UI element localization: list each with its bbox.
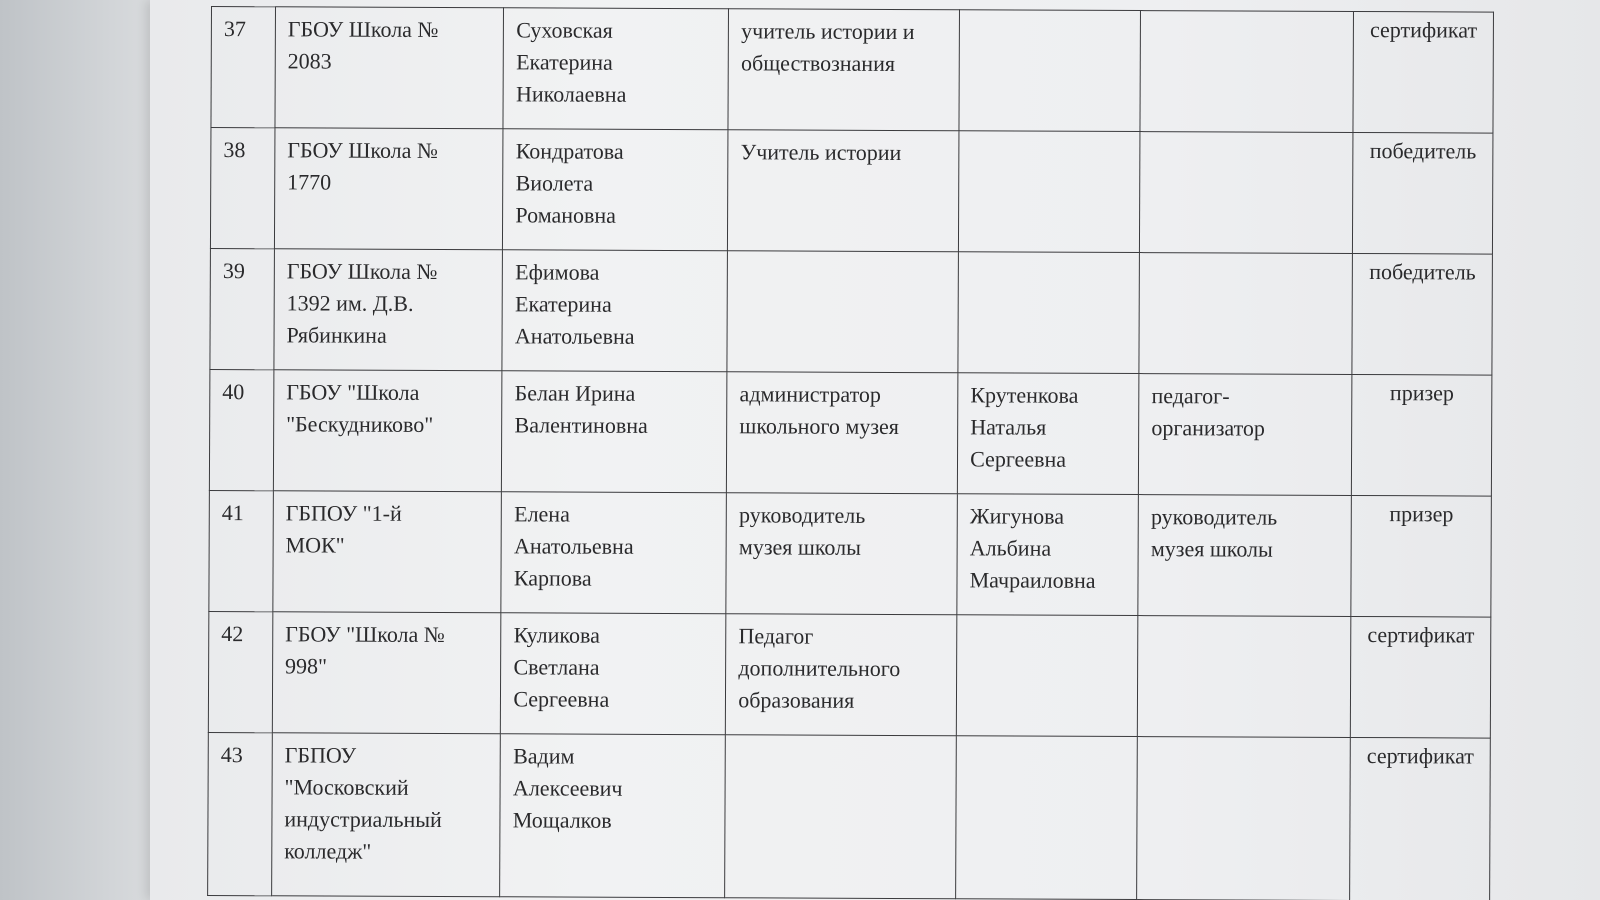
mentor-cell	[958, 252, 1140, 374]
result-cell: победитель	[1353, 132, 1493, 254]
organization-cell: ГБПОУ "Московский индустриальный колледж"	[272, 733, 501, 897]
table-row	[208, 732, 1491, 900]
mentor-position-cell	[1139, 253, 1353, 375]
participant-cell: Суховская Екатерина Николаевна	[503, 8, 728, 130]
table-row	[209, 490, 1492, 617]
table-row	[210, 128, 1493, 255]
position-cell	[725, 735, 957, 899]
mentor-position-cell	[1140, 11, 1354, 133]
result-cell: сертификат	[1351, 616, 1491, 738]
participant-cell: Ефимова Екатерина Анатольевна	[502, 250, 727, 372]
position-cell: администратор школьного музея	[727, 372, 958, 494]
organization-cell: ГБОУ "Школа "Бескудниково"	[273, 370, 502, 492]
table-row	[210, 248, 1493, 375]
table-row	[208, 611, 1491, 738]
mentor-position-cell	[1137, 737, 1351, 900]
organization-cell: ГБПОУ "1-й МОК"	[273, 491, 502, 613]
row-number: 43	[208, 732, 273, 895]
mentor-cell	[956, 615, 1138, 737]
position-cell: руководитель музея школы	[726, 493, 957, 615]
result-cell: призер	[1351, 495, 1491, 617]
table-row	[211, 7, 1494, 134]
participant-cell: Кондратова Виолета Романовна	[503, 129, 728, 251]
desk-background	[0, 0, 160, 900]
result-cell: сертификат	[1353, 11, 1493, 133]
mentor-cell	[959, 10, 1141, 132]
organization-cell: ГБОУ Школа № 2083	[275, 7, 504, 129]
row-number: 39	[210, 248, 274, 369]
mentor-cell	[959, 131, 1141, 253]
mentor-position-cell: педагог- организатор	[1139, 374, 1353, 496]
participant-cell: Вадим Алексеевич Мощалков	[500, 734, 726, 898]
mentor-position-cell	[1138, 616, 1352, 738]
organization-cell: ГБОУ "Школа № 998"	[272, 612, 501, 734]
result-cell: призер	[1352, 374, 1492, 496]
participant-cell: Елена Анатольевна Карпова	[501, 492, 726, 614]
participant-cell: Куликова Светлана Сергеевна	[501, 613, 726, 735]
result-cell: победитель	[1352, 253, 1492, 375]
row-number: 38	[210, 128, 274, 249]
result-cell: сертификат	[1350, 737, 1490, 900]
row-number: 42	[208, 611, 272, 732]
mentor-cell	[956, 736, 1138, 900]
position-cell	[727, 251, 958, 373]
mentor-cell: Жигунова Альбина Мачраиловна	[957, 494, 1139, 616]
mentor-cell: Крутенкова Наталья Сергеевна	[957, 373, 1139, 495]
position-cell: Учитель истории	[728, 130, 959, 252]
table-row	[209, 369, 1492, 496]
position-cell: учитель истории и обществознания	[728, 9, 959, 131]
row-number: 41	[209, 490, 273, 611]
row-number: 40	[209, 369, 273, 490]
organization-cell: ГБОУ Школа № 1770	[274, 128, 503, 250]
participants-table	[207, 6, 1494, 900]
mentor-position-cell: руководитель музея школы	[1138, 495, 1352, 617]
participant-cell: Белан Ирина Валентиновна	[502, 371, 727, 493]
mentor-position-cell	[1140, 132, 1354, 254]
row-number: 37	[211, 7, 275, 128]
position-cell: Педагог дополнительного образования	[726, 614, 957, 736]
organization-cell: ГБОУ Школа № 1392 им. Д.В. Рябинкина	[274, 249, 503, 371]
